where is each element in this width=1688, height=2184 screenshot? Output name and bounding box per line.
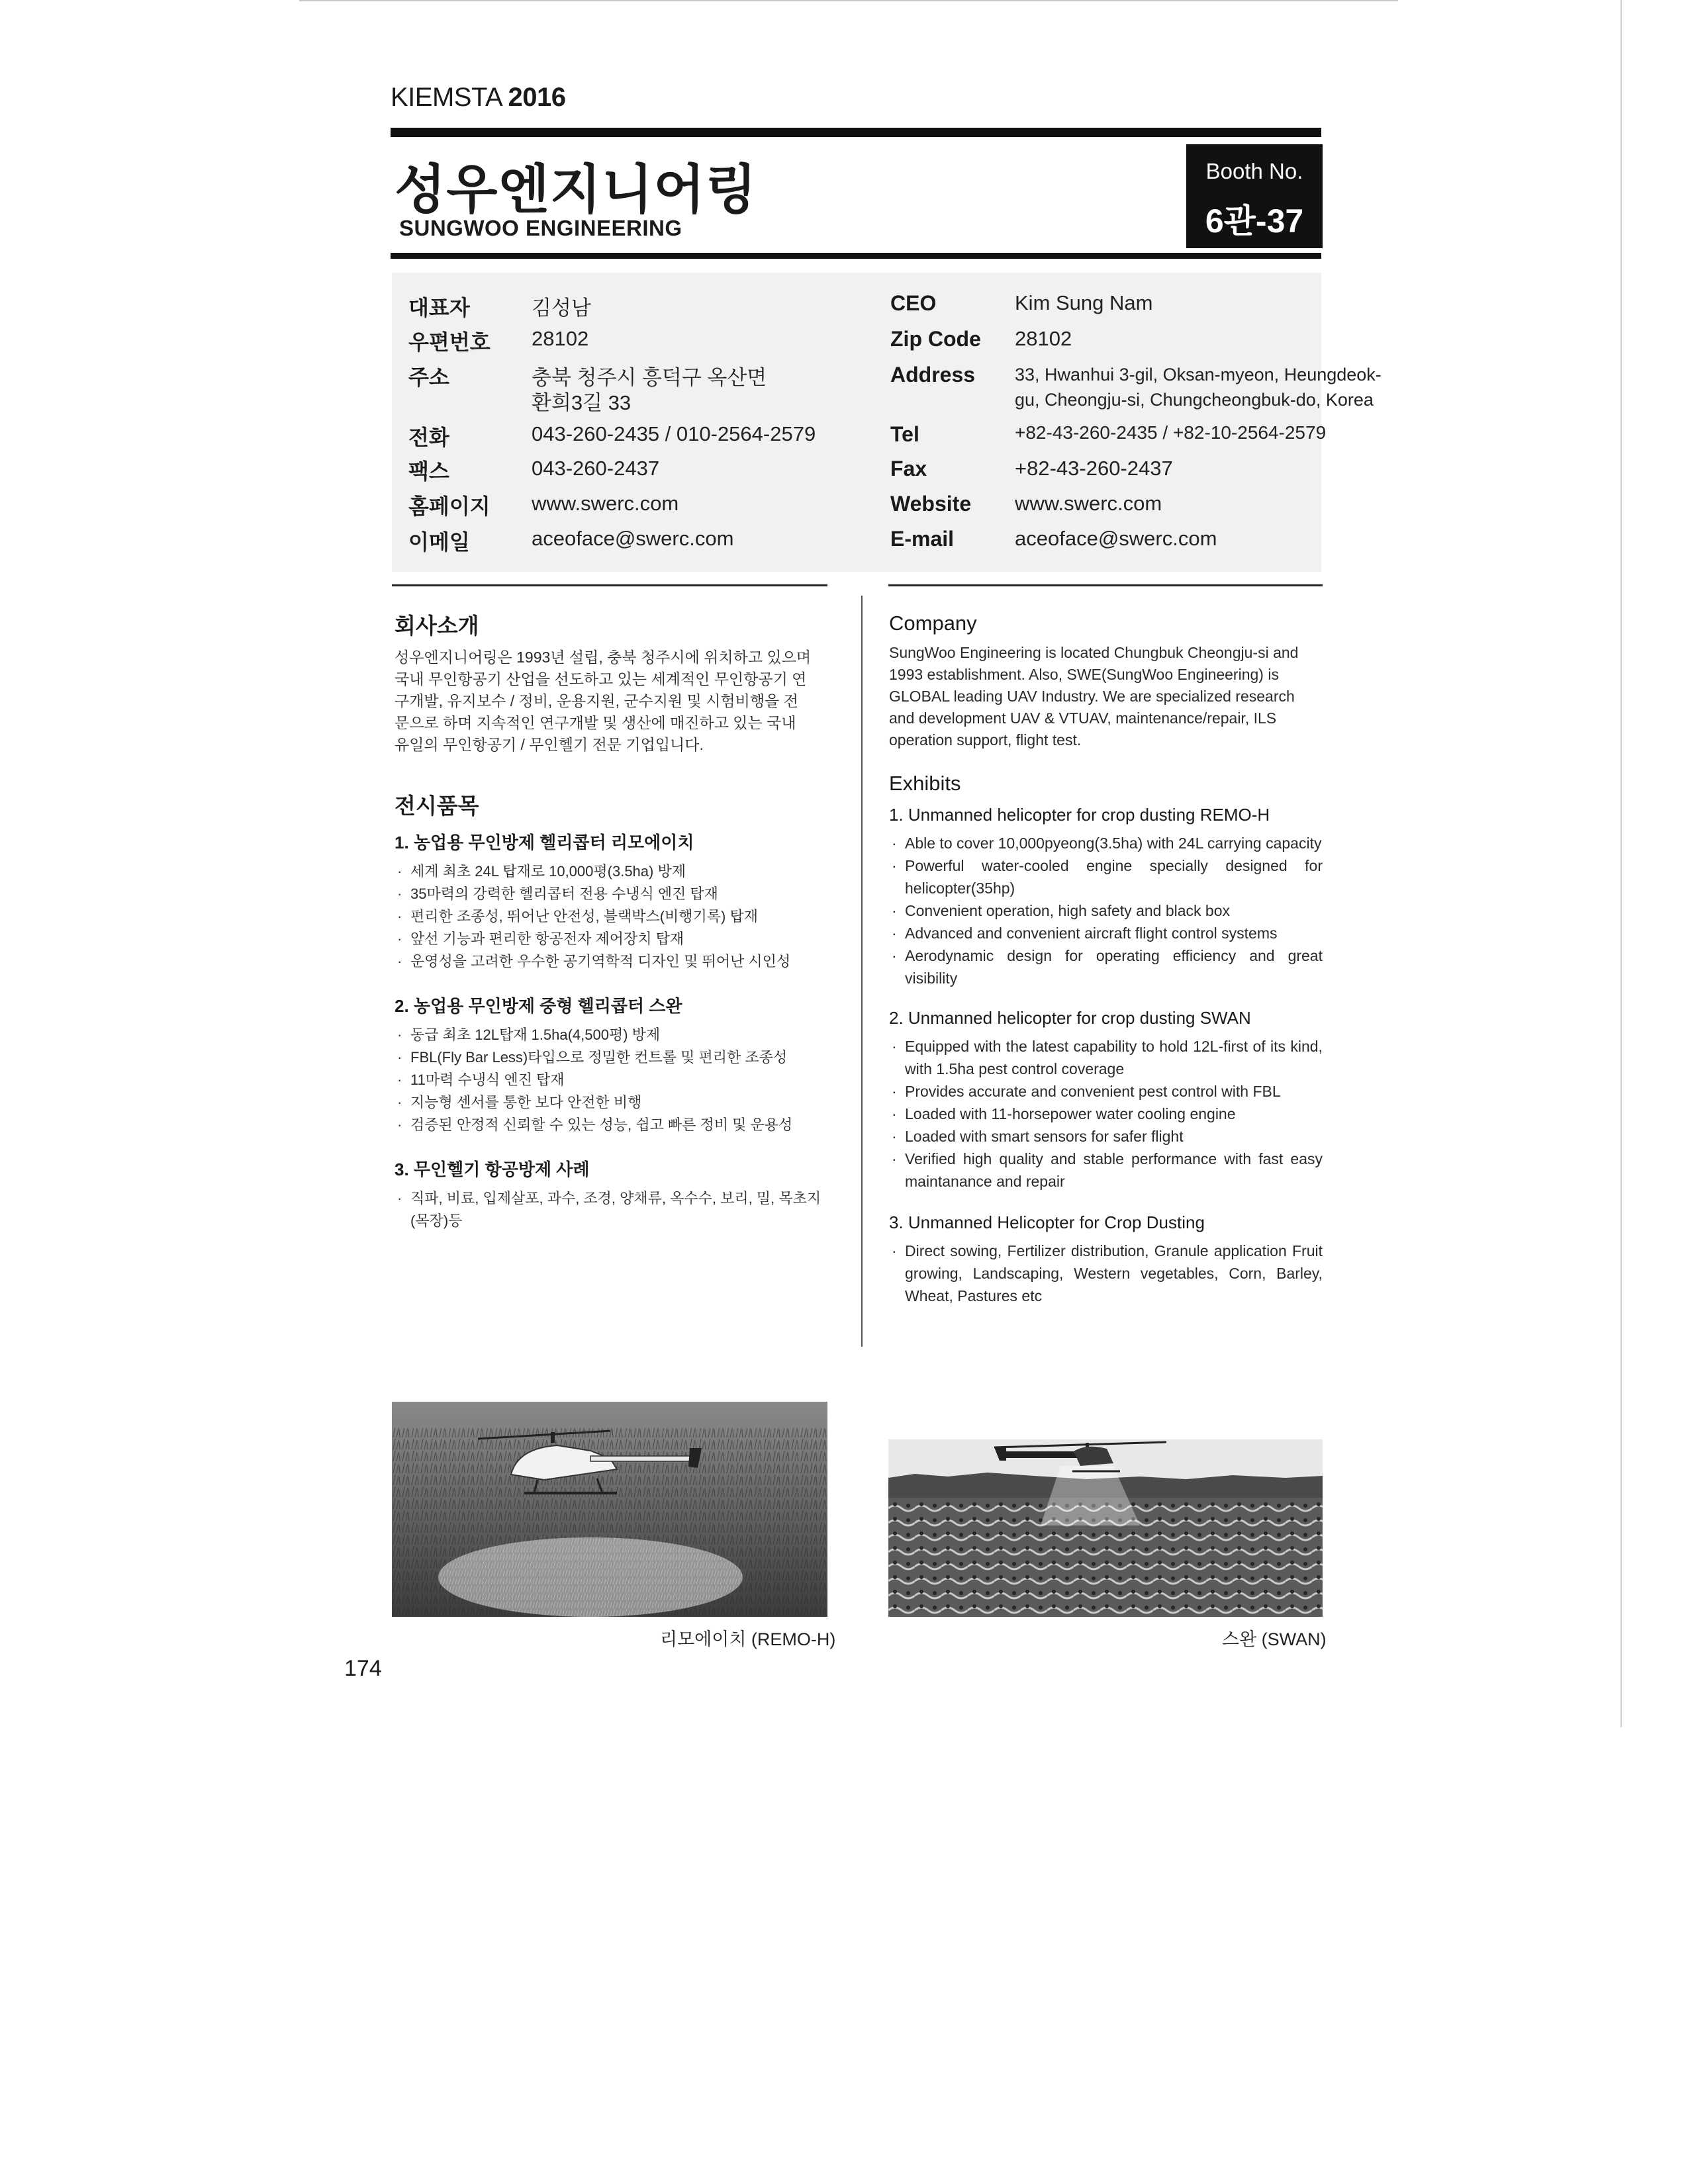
info-value-ceo-en: Kim Sung Nam (1015, 291, 1153, 314)
intro-en-line: GLOBAL leading UAV Industry. We are specialized research (889, 688, 1295, 705)
intro-ko-line: 문으로 하며 지속적인 연구개발 및 생산에 매진하고 있는 국내 (395, 714, 796, 731)
scan-edge-top (299, 0, 1398, 1)
info-label-ceo-ko: 대표자 (408, 296, 470, 320)
exhibit-en-bullets (889, 1035, 1323, 1193)
info-value-ceo-ko: 김성남 (532, 296, 591, 320)
info-value-address-ko-1: 충북 청주시 흥덕구 옥산면 (532, 366, 767, 389)
info-label-tel-ko: 전화 (408, 426, 449, 449)
intro-ko-line: 구개발, 유지보수 / 정비, 운용지원, 군수지원 및 시험비행을 전 (395, 692, 798, 709)
booth-label: Booth No. (1205, 159, 1303, 183)
info-value-zip-ko: 28102 (532, 327, 589, 350)
exhibit-ko-bullet: · 11마력 수냉식 엔진 탑재 (395, 1069, 827, 1091)
exhibit-en-bullet: · Loaded with 11-horsepower water cooling engine (889, 1103, 1323, 1125)
intro-ko-line: 유일의 무인항공기 / 무인헬기 전문 기업입니다. (395, 736, 704, 753)
header-rule (391, 128, 1321, 137)
exhibit-ko-bullets (395, 1024, 827, 1136)
exhibit-en-bullet: · Able to cover 10,000pyeong(3.5ha) with 24L carrying capacity (889, 832, 1323, 854)
exhibit-en-bullet: · Loaded with smart sensors for safer flight (889, 1125, 1323, 1148)
info-label-email-ko: 이메일 (408, 530, 470, 554)
info-label-fax-ko: 팩스 (408, 459, 449, 483)
info-value-email-en[interactable]: aceoface@swerc.com (1015, 527, 1217, 550)
right-column-rule (888, 584, 1323, 586)
event-name: KIEMSTA (391, 83, 501, 112)
info-label-address-en: Address (890, 363, 976, 387)
info-label-web-ko: 홈페이지 (408, 494, 491, 518)
intro-en-text (889, 642, 1323, 751)
exhibit-en-heading: 2. Unmanned helicopter for crop dusting SWAN (889, 1008, 1251, 1028)
exhibit-ko-bullet: · 지능형 센서를 통한 보다 안전한 비행 (395, 1091, 827, 1114)
info-label-zip-ko: 우편번호 (408, 330, 491, 354)
exhibit-ko-bullet: · FBL(Fly Bar Less)타입으로 정밀한 컨트롤 및 편리한 조종성 (395, 1046, 827, 1069)
intro-ko-line: 국내 무인항공기 산업을 선도하고 있는 세계적인 무인항공기 연 (395, 670, 807, 688)
scan-edge-right (1620, 0, 1622, 1727)
exhibit-ko-heading: 1. 농업용 무인방제 헬리콥터 리모에이치 (395, 833, 694, 852)
info-value-zip-en: 28102 (1015, 327, 1072, 350)
exhibit-en-bullet: · Verified high quality and stable performance with fast easy maintanance and repair (889, 1148, 1323, 1193)
info-value-email-ko[interactable]: aceoface@swerc.com (532, 527, 734, 550)
exhibits-ko-section (395, 789, 827, 1232)
exhibit-en-bullet: · Aerodynamic design for operating efficiency and great visibility (889, 944, 1323, 989)
intro-ko-line: 성우엔지니어링은 1993년 설립, 충북 청주시에 위치하고 있으며 (395, 649, 812, 666)
intro-en-line: 1993 establishment. Also, SWE(SungWoo Engineering) is (889, 666, 1279, 683)
info-label-fax-en: Fax (890, 457, 927, 480)
event-year: 2016 (508, 83, 566, 112)
booth-number: 6관-37 (1205, 203, 1304, 240)
remo-h-photo (392, 1402, 827, 1617)
exhibit-ko-bullet: · 동급 최초 12L탑재 1.5ha(4,500평) 방제 (395, 1024, 827, 1046)
title-rule (391, 253, 1321, 259)
intro-ko-text (395, 647, 827, 756)
exhibit-en-bullet: · Powerful water-cooled engine specially designed for helicopter(35hp) (889, 854, 1323, 899)
exhibits-ko-title: 전시품목 (395, 794, 479, 818)
swan-caption: 스완 (SWAN) (1222, 1629, 1327, 1649)
column-divider (861, 596, 863, 1347)
exhibit-en-heading: 1. Unmanned helicopter for crop dusting REMO-H (889, 805, 1270, 825)
remo-h-caption: 리모에이치 (REMO-H) (660, 1629, 836, 1649)
company-name-ko: 성우엔지니어링 (395, 160, 757, 219)
info-value-tel-ko: 043-260-2435 / 010-2564-2579 (532, 422, 816, 445)
info-label-email-en: E-mail (890, 527, 955, 551)
exhibits-en-section (889, 772, 1323, 1307)
info-label-address-ko: 주소 (408, 365, 449, 389)
exhibit-en-bullet: · Advanced and convenient aircraft flight control systems (889, 922, 1323, 944)
exhibit-ko-heading: 3. 무인헬기 항공방제 사례 (395, 1160, 590, 1179)
event-header (391, 83, 566, 113)
info-value-address-ko-2: 환희3길 33 (532, 391, 632, 414)
info-value-fax-ko: 043-260-2437 (532, 457, 660, 480)
exhibit-ko-heading: 2. 농업용 무인방제 중형 헬리콥터 스완 (395, 996, 682, 1016)
intro-ko-title: 회사소개 (395, 614, 479, 638)
exhibit-ko-bullet: · 운영성을 고려한 우수한 공기역학적 디자인 및 뛰어난 시인성 (395, 950, 827, 973)
exhibit-ko-bullet: · 편리한 조종성, 뛰어난 안전성, 블랙박스(비행기록) 탑재 (395, 905, 827, 928)
info-value-address-en-2: gu, Cheongju-si, Chungcheongbuk-do, Korea (1015, 390, 1374, 410)
exhibits-en-title: Exhibits (889, 772, 961, 795)
booth-badge (1186, 144, 1323, 248)
company-name-en: SUNGWOO ENGINEERING (399, 216, 682, 240)
info-value-web-ko[interactable]: www.swerc.com (532, 492, 679, 515)
exhibit-ko-bullet: · 35마력의 강력한 헬리콥터 전용 수냉식 엔진 탑재 (395, 883, 827, 905)
exhibit-en-bullets (889, 832, 1323, 989)
exhibit-ko-bullets (395, 860, 827, 973)
info-label-web-en: Website (890, 492, 972, 516)
intro-en-line: and development UAV & VTUAV, maintenance/repair, ILS (889, 709, 1277, 727)
exhibit-ko-bullet: · 검증된 안정적 신뢰할 수 있는 성능, 쉽고 빠른 정비 및 운용성 (395, 1114, 827, 1136)
exhibit-en-bullet: · Provides accurate and convenient pest control with FBL (889, 1080, 1323, 1103)
info-value-fax-en: +82-43-260-2437 (1015, 457, 1173, 480)
exhibit-ko-bullets (395, 1187, 827, 1232)
intro-en-line: SungWoo Engineering is located Chungbuk Cheongju-si and (889, 644, 1299, 661)
exhibit-en-bullet: · Equipped with the latest capability to hold 12L-first of its kind, with 1.5ha pest control coverage (889, 1035, 1323, 1080)
info-value-web-en[interactable]: www.swerc.com (1015, 492, 1162, 515)
exhibit-ko-bullet: · 직파, 비료, 입제살포, 과수, 조경, 양채류, 옥수수, 보리, 밀, 목초지 (목장)등 (395, 1187, 827, 1232)
exhibit-en-bullet: · Convenient operation, high safety and black box (889, 899, 1323, 922)
intro-en-line: operation support, flight test. (889, 731, 1082, 749)
exhibit-en-bullets (889, 1240, 1323, 1307)
info-label-zip-en: Zip Code (890, 327, 981, 351)
exhibit-ko-bullet: · 앞선 기능과 편리한 항공전자 제어장치 탑재 (395, 928, 827, 950)
left-column-rule (392, 584, 827, 586)
intro-ko-section (395, 609, 827, 756)
info-value-address-en-1: 33, Hwanhui 3-gil, Oksan-myeon, Heungdeok- (1015, 365, 1382, 385)
intro-en-title: Company (889, 612, 977, 635)
info-label-tel-en: Tel (890, 422, 919, 446)
info-value-tel-en: +82-43-260-2435 / +82-10-2564-2579 (1015, 422, 1327, 443)
intro-en-section (889, 612, 1323, 751)
info-label-ceo-en: CEO (890, 291, 937, 315)
exhibit-ko-bullet: · 세계 최초 24L 탑재로 10,000평(3.5ha) 방제 (395, 860, 827, 883)
page-number: 174 (344, 1656, 382, 1681)
swan-photo (888, 1439, 1323, 1617)
exhibit-en-heading: 3. Unmanned Helicopter for Crop Dusting (889, 1212, 1205, 1232)
exhibit-en-bullet: · Direct sowing, Fertilizer distribution, Granule application Fruit growing, Landscaping, Western vegetables, Corn, Barley, Wheat, Pastures etc (889, 1240, 1323, 1307)
